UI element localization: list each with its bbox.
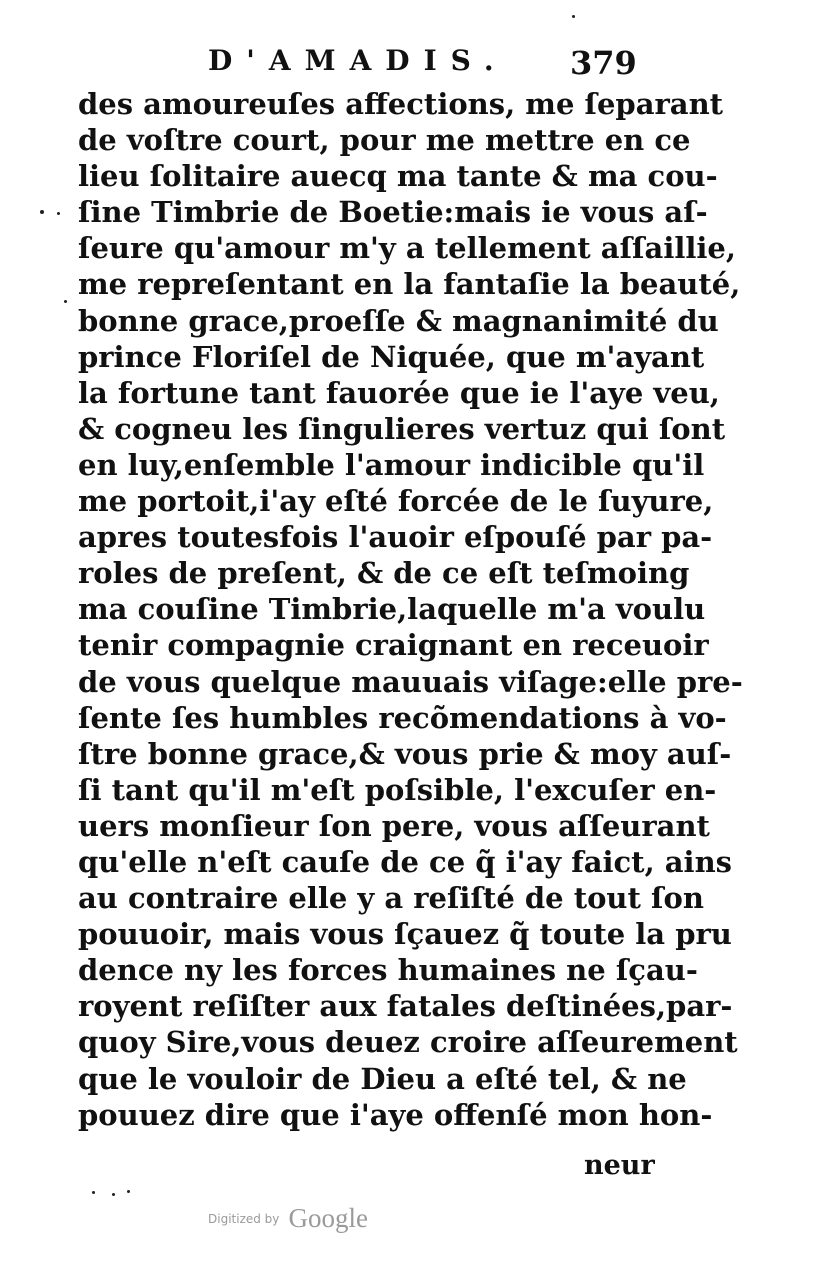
text-line: au contraire elle y a reſiſté de tout ſon: [78, 881, 704, 916]
scan-speck: [40, 210, 44, 214]
text-line: ſine Timbrie de Boetie:mais ie vous aſ-: [78, 195, 708, 230]
scan-speck: [572, 15, 575, 18]
text-line: me portoit,i'ay eſté forcée de le ſuyure,: [78, 484, 714, 519]
text-line: qu'elle n'eſt cauſe de ce q̃ i'ay faict, ains: [78, 844, 732, 879]
text-line: quoy Sire,vous deuez croire aſſeurement: [78, 1025, 738, 1060]
text-line: de vous quelque mauuais viſage:elle pre-: [78, 664, 743, 699]
text-line: que le vouloir de Dieu a eſté tel, & ne: [78, 1061, 687, 1096]
text-line: royent reſiſter aux fatales deſtinées,par-: [78, 989, 733, 1024]
running-head: [208, 44, 658, 84]
text-line: uers monſieur ſon pere, vous aſſeurant: [78, 808, 710, 843]
text-line: apres toutesfois l'auoir eſpouſé par pa-: [78, 520, 713, 555]
scan-speck: [57, 212, 60, 215]
text-line: dence ny les forces humaines ne ſçau-: [78, 953, 698, 988]
text-line: bonne grace,proeſſe & magnanimité du: [78, 303, 719, 338]
scan-speck: [127, 1190, 130, 1193]
text-line: ſi tant qu'il m'eſt poſsible, l'excuſer en-: [78, 772, 717, 807]
scan-speck: [64, 300, 67, 303]
text-line: ma couſine Timbrie,laquelle m'a voulu: [78, 592, 706, 627]
page-number: 379: [570, 44, 637, 82]
text-line: prince Floriſel de Niquée, que m'ayant: [78, 339, 705, 374]
text-line: de voſtre court, pour me mettre en ce: [78, 123, 691, 158]
body-text: [78, 86, 743, 1133]
text-line: la fortune tant fauorée que ie l'aye veu,: [78, 375, 720, 410]
scan-speck: [92, 1191, 95, 1194]
scan-speck: [112, 1193, 115, 1196]
text-line: en luy,enſemble l'amour indicible qu'il: [78, 447, 705, 482]
text-line: lieu ſolitaire auecq ma tante & ma cou-: [78, 159, 718, 194]
running-title: D'AMADIS.: [208, 44, 508, 77]
text-line: des amoureuſes affections, me ſeparant: [78, 87, 724, 121]
text-line: me repreſentant en la fantaſie la beauté,: [78, 267, 741, 302]
text-line: & cogneu les ſingulieres vertuz qui ſont: [78, 411, 726, 446]
text-line: ſente ſes humbles recõmendations à vo-: [78, 700, 727, 735]
text-line: ſtre bonne grace,& vous prie & moy auſ-: [78, 736, 732, 771]
text-line: roles de preſent, & de ce eſt teſmoing: [78, 556, 690, 591]
text-line: pouuoir, mais vous ſçauez q̃ toute la pru: [78, 917, 732, 952]
digitized-by-label: Digitized by: [208, 1211, 280, 1226]
text-line: pouuez dire que i'aye offenſé mon hon-: [78, 1097, 713, 1132]
digitized-by-google-watermark: [208, 1203, 368, 1239]
google-wordmark: Google: [288, 1203, 368, 1233]
text-line: tenir compagnie craignant en receuoir: [78, 628, 709, 663]
catchword: neur: [584, 1150, 655, 1181]
text-line: ſeure qu'amour m'y a tellement aſſaillie,: [78, 231, 736, 266]
